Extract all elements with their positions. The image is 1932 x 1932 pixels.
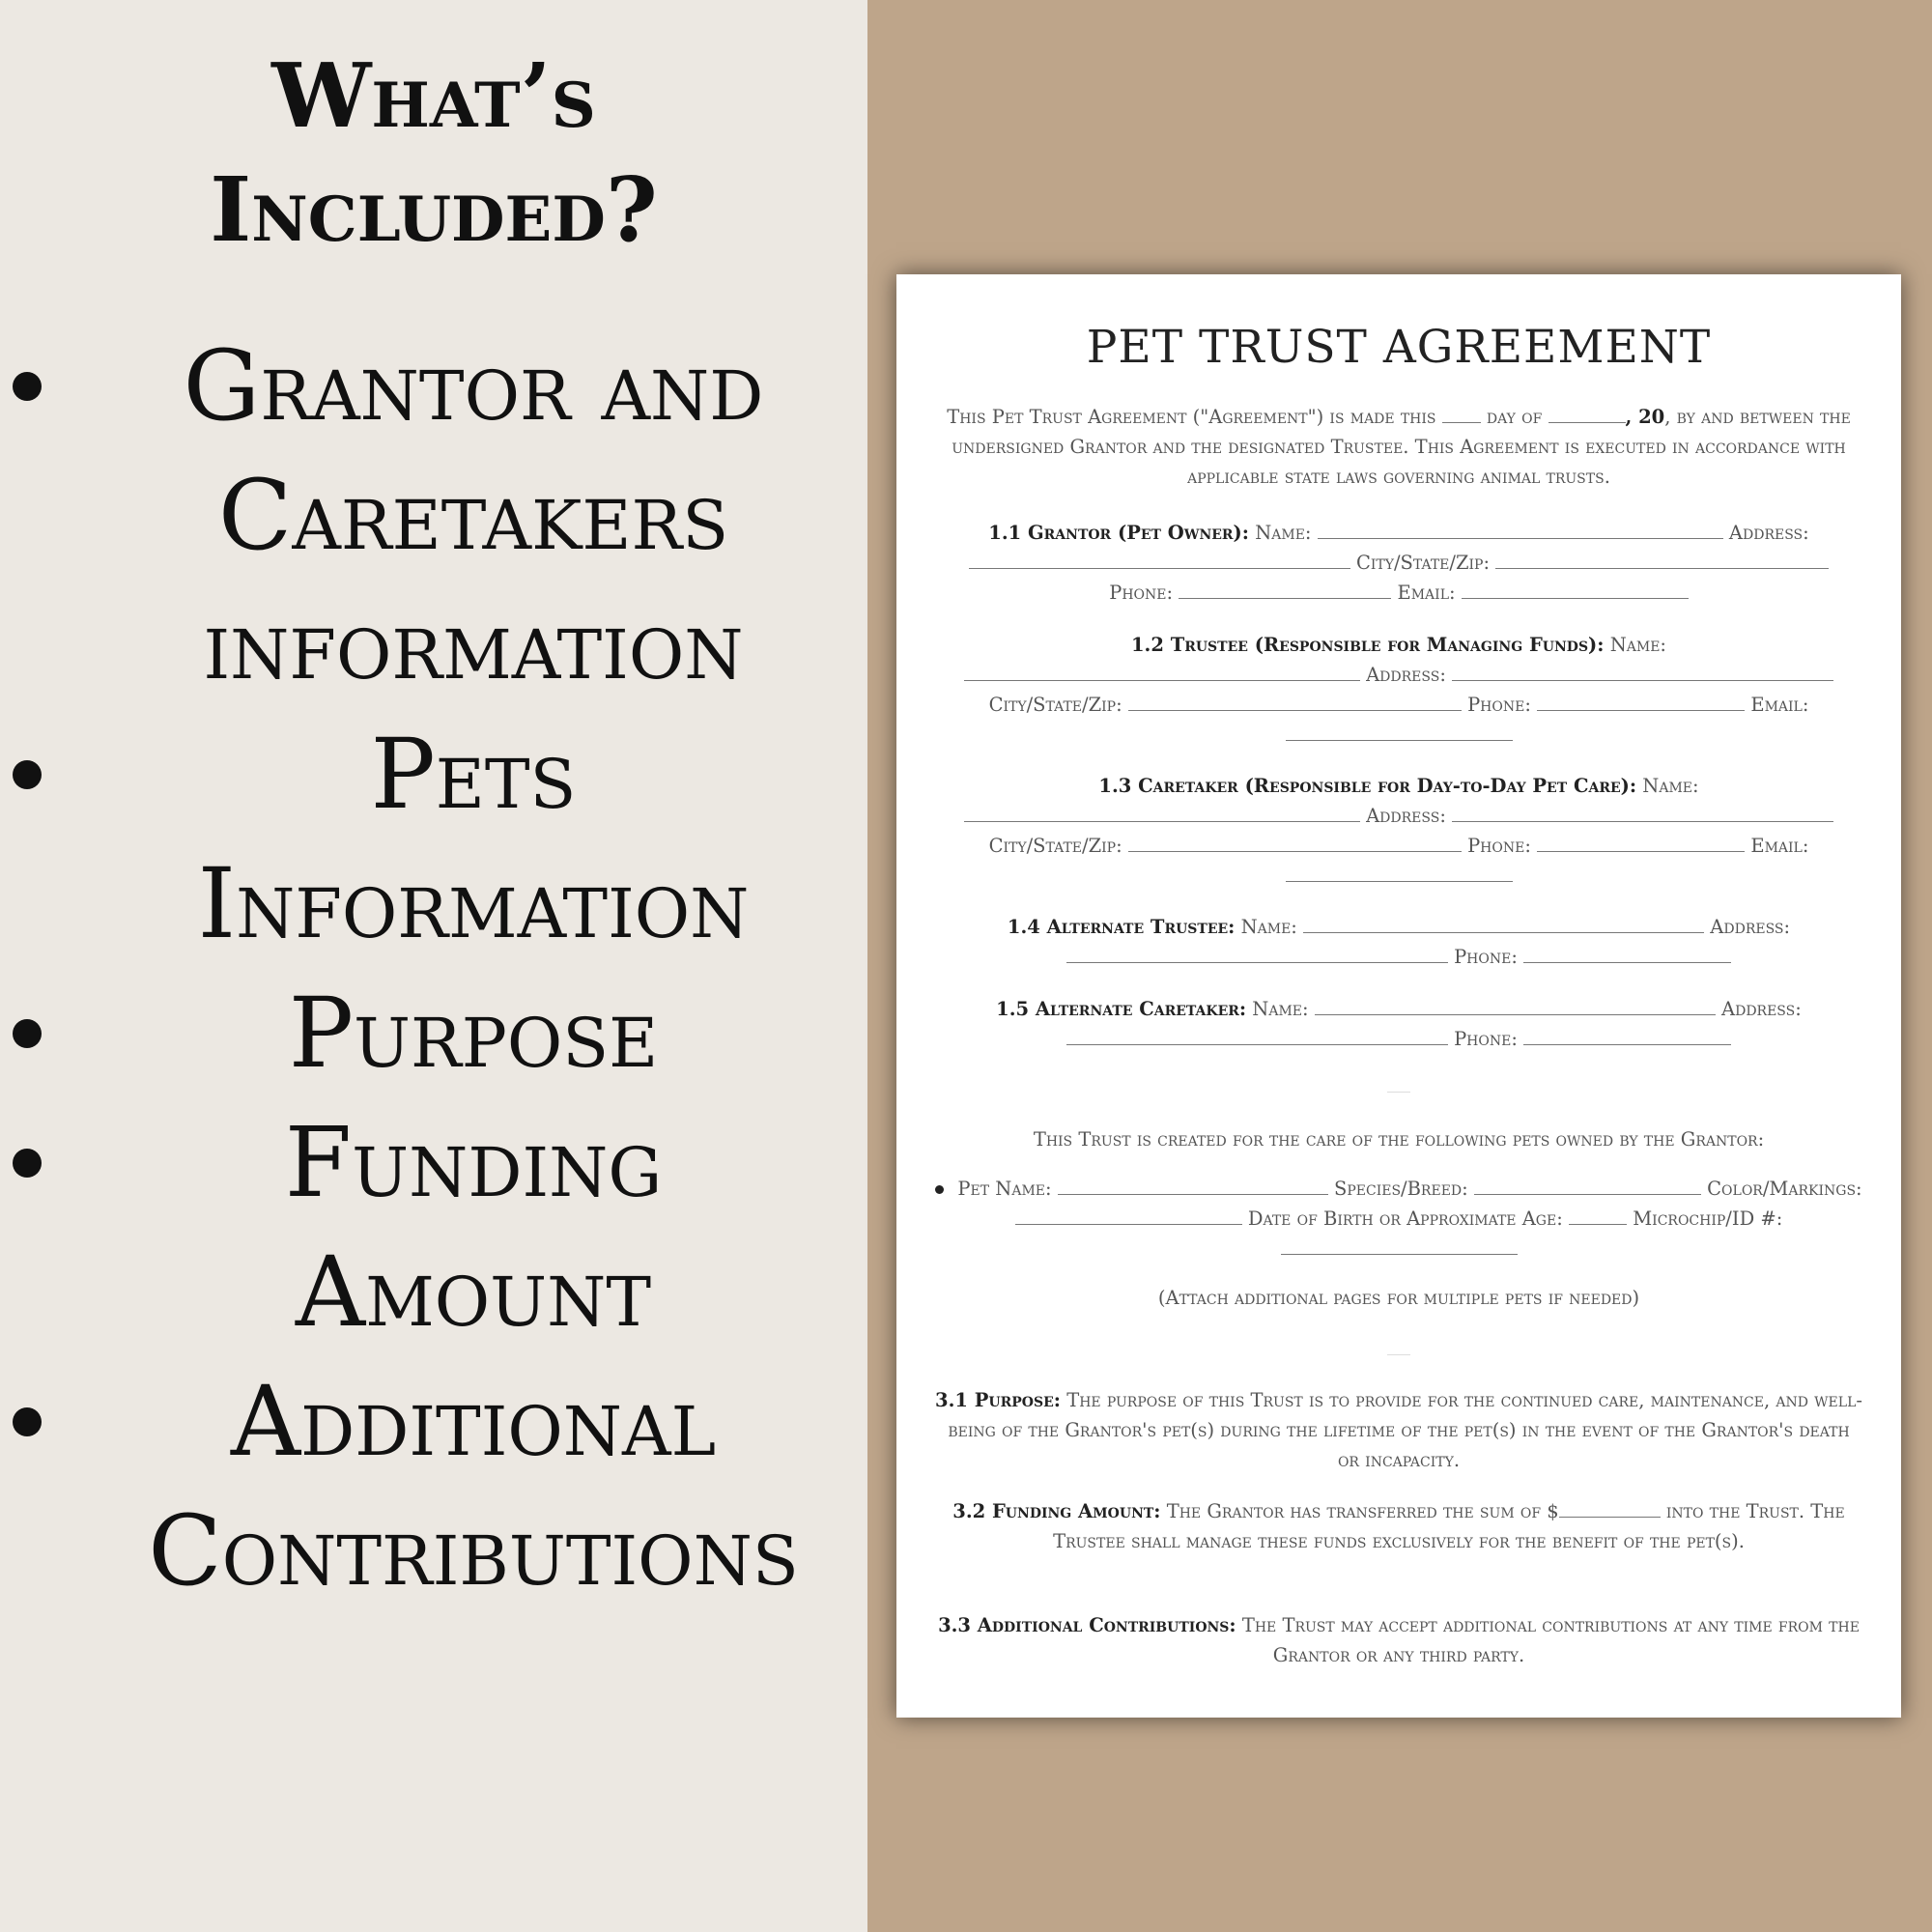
document-title: PET TRUST AGREEMENT [1086, 321, 1712, 374]
bullet-icon [13, 1019, 42, 1048]
pet-species-field[interactable] [1474, 1177, 1701, 1195]
list-item [0, 969, 867, 1098]
bullet-icon [13, 1407, 42, 1436]
alt-caretaker-name-field[interactable] [1315, 997, 1716, 1015]
section-1-1: 1.1 Grantor (Pet Owner): Name: Address: City/State/Zip: Phone: Email: [935, 518, 1862, 608]
document-page [896, 274, 1901, 1718]
list-item-text: Pets Information [197, 718, 750, 960]
heading-line-2: Included? [210, 157, 658, 262]
section-1-4: 1.4 Alternate Trustee: Name: Address: Phone: [1007, 916, 1791, 968]
list-item [0, 1357, 867, 1616]
section-3-3: 3.3 Additional Contributions: The Trust may accept additional contributions at any time from the Grantor or any third party. [938, 1614, 1860, 1666]
grantor-city-field[interactable] [1495, 551, 1829, 569]
intro-paragraph: This Pet Trust Agreement ("Agreement") is made this day of , 20, by and between the undersigned Grantor and the designated Trustee. This Agreement is executed in accordance with applicable state laws governing animal trusts. [947, 406, 1851, 488]
list-item-text: Additional Contributions [148, 1365, 799, 1607]
included-list [0, 322, 867, 1616]
list-item [0, 710, 867, 969]
grantor-phone-field[interactable] [1179, 581, 1391, 599]
grantor-address-field[interactable] [969, 551, 1350, 569]
section-1-3: 1.3 Caretaker (Responsible for Day-to-Day Pet Care): Name: Address: City/State/Zip: Phone: Email: [935, 771, 1862, 891]
bullet-icon [13, 1149, 42, 1178]
pet-microchip-field[interactable] [1281, 1236, 1518, 1255]
pets-intro: This Trust is created for the care of the following pets owned by the Grantor: [1033, 1128, 1765, 1151]
left-panel [0, 0, 867, 1932]
list-item-text: Funding Amount [284, 1106, 663, 1349]
bullet-icon [13, 372, 42, 401]
day-blank[interactable] [1442, 405, 1481, 423]
trustee-name-field[interactable] [964, 663, 1360, 681]
trustee-address-field[interactable] [1452, 663, 1833, 681]
caretaker-name-field[interactable] [964, 804, 1360, 822]
alt-caretaker-address-field[interactable] [1066, 1027, 1448, 1045]
alt-trustee-name-field[interactable] [1303, 915, 1704, 933]
section-1-2: 1.2 Trustee (Responsible for Managing Funds): Name: Address: City/State/Zip: Phone: Email: [935, 630, 1862, 750]
pet-details: Pet Name: Species/Breed: Color/Markings: Date of Birth or Approximate Age: Microchip/ID #: [935, 1174, 1862, 1264]
list-item [0, 322, 867, 710]
section-3-1: 3.1 Purpose: The purpose of this Trust is to provide for the continued care, maintenance, and well-being of the Grantor's pet(s) during the lifetime of the pet(s) in the event of the Grantor's death or incapacity. [935, 1389, 1862, 1471]
caretaker-phone-field[interactable] [1537, 834, 1745, 852]
trustee-email-field[interactable] [1286, 723, 1513, 741]
trustee-city-field[interactable] [1128, 693, 1462, 711]
caretaker-address-field[interactable] [1452, 804, 1833, 822]
list-item [0, 1098, 867, 1357]
grantor-email-field[interactable] [1462, 581, 1689, 599]
funding-amount-field[interactable] [1559, 1499, 1661, 1518]
alt-trustee-phone-field[interactable] [1523, 945, 1731, 963]
grantor-name-field[interactable] [1318, 521, 1723, 539]
caretaker-city-field[interactable] [1128, 834, 1462, 852]
bullet-icon [935, 1185, 944, 1194]
alt-caretaker-phone-field[interactable] [1523, 1027, 1731, 1045]
caretaker-email-field[interactable] [1286, 864, 1513, 882]
heading-line-1: What’s [271, 43, 596, 148]
section-1-5: 1.5 Alternate Caretaker: Name: Address: Phone: [996, 998, 1802, 1050]
pets-note: (Attach additional pages for multiple pets if needed) [1157, 1287, 1640, 1309]
trustee-phone-field[interactable] [1537, 693, 1745, 711]
alt-trustee-address-field[interactable] [1066, 945, 1448, 963]
month-blank[interactable] [1548, 405, 1626, 423]
pet-dob-field[interactable] [1569, 1207, 1627, 1225]
list-item-text: Grantor and Caretakers information [183, 329, 764, 701]
pet-color-field[interactable] [1015, 1207, 1242, 1225]
bullet-icon [13, 760, 42, 789]
section-3-2: 3.2 Funding Amount: The Grantor has transferred the sum of $ into the Trust. The Trustee shall manage these funds exclusively for the benefit of the pet(s). [952, 1500, 1845, 1552]
divider [1387, 1354, 1410, 1355]
divider [1387, 1092, 1410, 1093]
pet-name-field[interactable] [1058, 1177, 1328, 1195]
list-item-text: Purpose [288, 977, 659, 1090]
heading [0, 39, 867, 267]
